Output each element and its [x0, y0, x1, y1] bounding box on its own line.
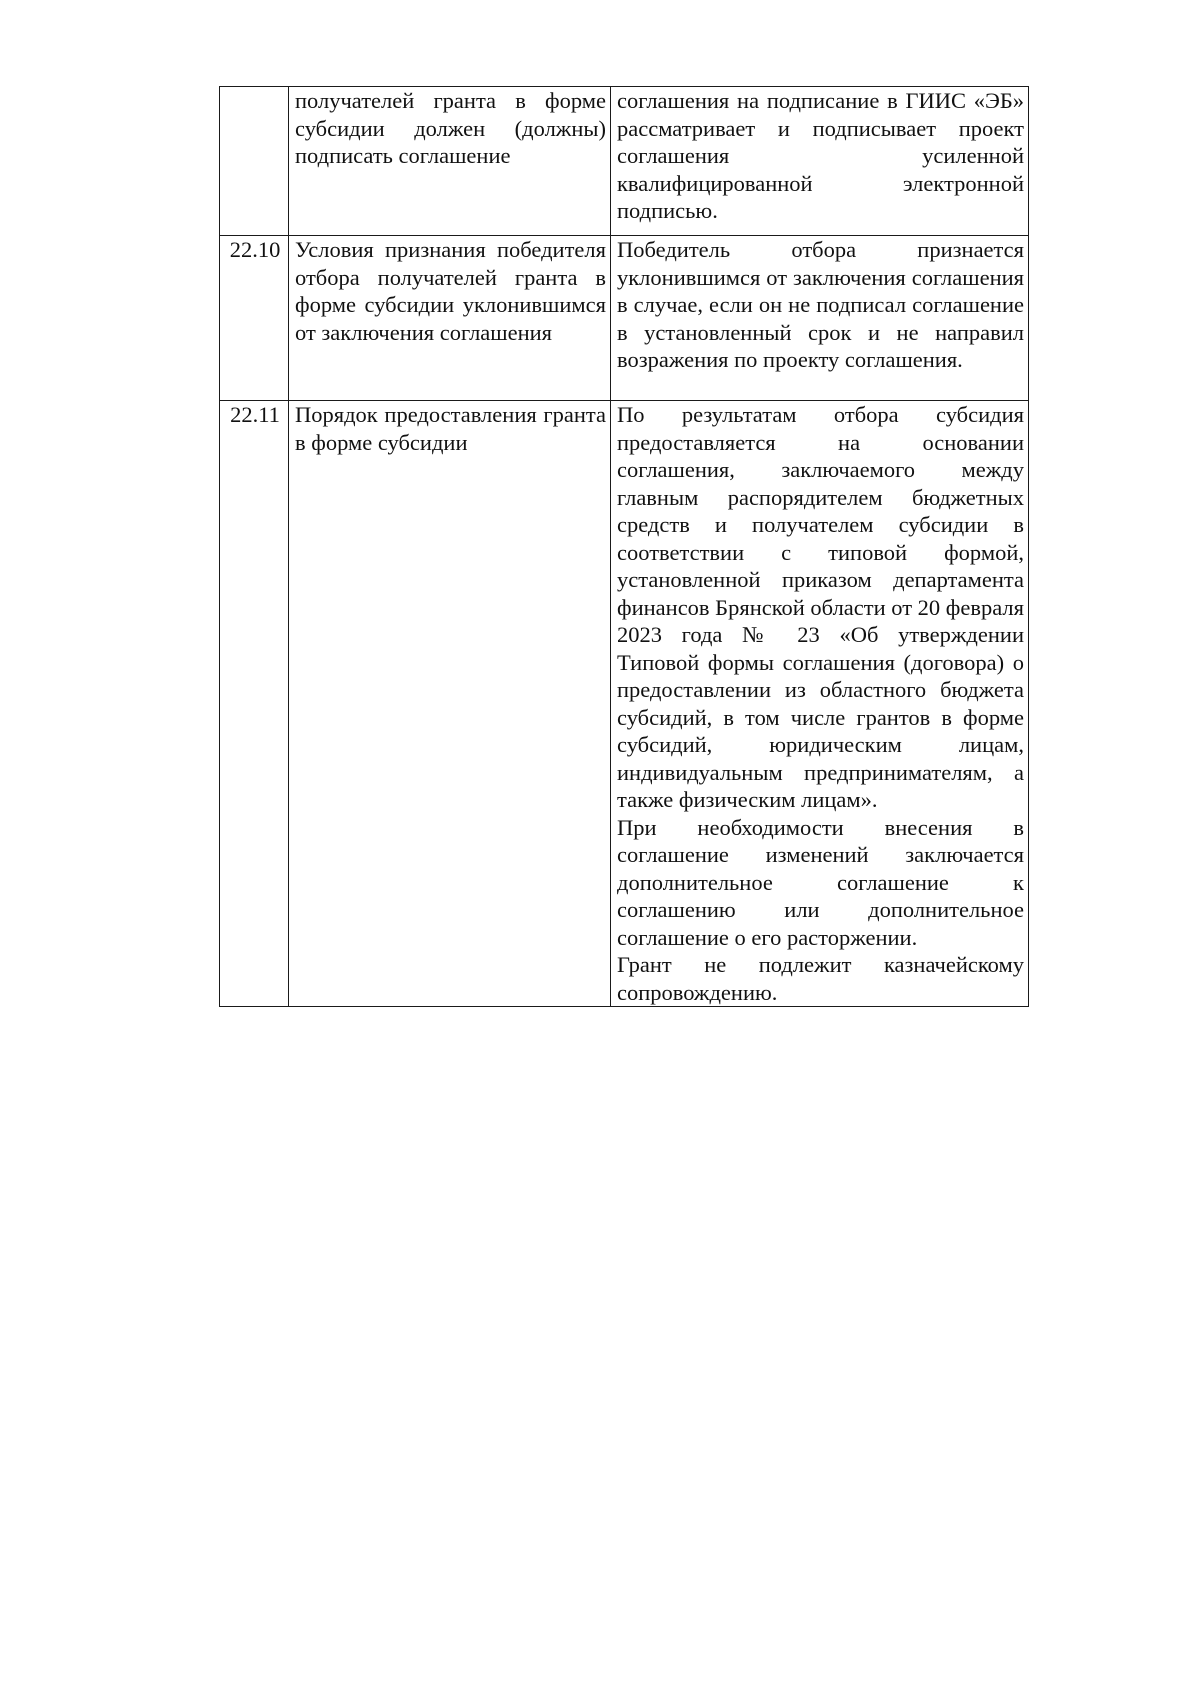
- row-description-cell: [611, 401, 1029, 1007]
- table-row: [220, 401, 1029, 1007]
- description-paragraph: При необходимости внесения в соглашение изменений заключается дополнительное соглашение к соглашению или дополнительное соглашение о его расторжении.: [617, 814, 1024, 950]
- grant-conditions-table: [219, 86, 1029, 1007]
- description-paragraph: Грант не подлежит казначейскому сопровождению.: [617, 952, 1024, 1005]
- row-description-cell: [611, 236, 1029, 401]
- table-row: [220, 87, 1029, 236]
- description-paragraph: соглашения на подписание в ГИИС «ЭБ» рассматривает и подписывает проект соглашения усиленной квалифицированной электронной подписью.: [617, 88, 1024, 223]
- row-number-cell: 22.10: [220, 236, 289, 401]
- row-number-cell: [220, 87, 289, 236]
- row-name-cell: Условия признания победителя отбора получателей гранта в форме субсидии уклонившимся от заключения соглашения: [289, 236, 611, 401]
- table-row: [220, 236, 1029, 401]
- row-name-cell: получателей гранта в форме субсидии должен (должны) подписать соглашение: [289, 87, 611, 236]
- description-paragraph: По результатам отбора субсидия предоставляется на основании соглашения, заключаемого между главным распорядителем бюджетных средств и получателем субсидии в соответствии с типовой формой, установленной приказом департамента финансов Брянской области от 20 февраля 2023 года № 23 «Об утверждении Типовой формы соглашения (договора) о предоставлении из областного бюджета субсидий, в том числе грантов в форме субсидий, юридическим лицам, индивидуальным предпринимателям, а также физическим лицам».: [617, 402, 1024, 812]
- row-name-cell: Порядок предоставления гранта в форме субсидии: [289, 401, 611, 1007]
- description-paragraph: Победитель отбора признается уклонившимся от заключения соглашения в случае, если он не подписал соглашение в установленный срок и не направил возражения по проекту соглашения.: [617, 237, 1024, 372]
- row-number-cell: 22.11: [220, 401, 289, 1007]
- row-description-cell: [611, 87, 1029, 236]
